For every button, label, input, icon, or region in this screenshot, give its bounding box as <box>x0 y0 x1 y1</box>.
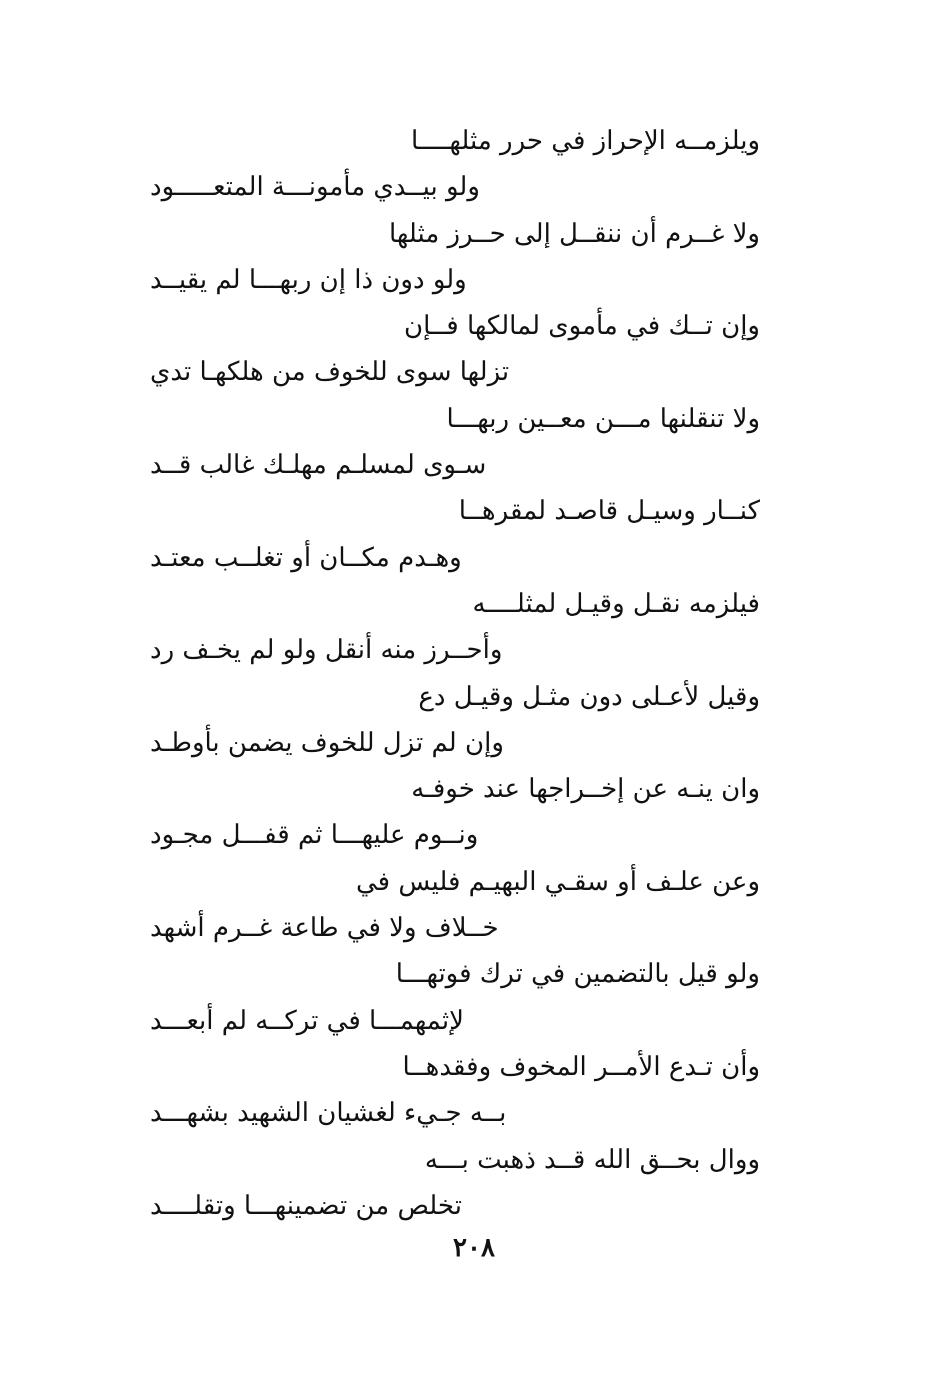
verse-second-half: ولو دون ذا إن ربهـــا لم يقيــد <box>150 264 467 295</box>
verse-first-half: وان ينـه عن إخــراجها عند خوفـه <box>411 774 760 805</box>
verse-second-half: بــه جـيء لغشيان الشهيد بشهـــد <box>150 1098 507 1129</box>
verse-second-half: تخلص من تضمينهـــا وتقلــــد <box>150 1190 462 1221</box>
verse-first-half: ويلزمــه الإحراز في حرر مثلهــــا <box>411 126 760 156</box>
verse-first-half: وقيل لأعـلى دون مثـل وقيـل دع <box>418 681 760 712</box>
verse-second-half: لإثمهمـــا في تركــه لم أبعـــد <box>150 1005 464 1036</box>
verse-second-half: ولو بيــدي مأمونـــة المتعـــــود <box>150 172 480 203</box>
verse-first-half: ولا غــرم أن ننقــل إلى حــرز مثلها <box>388 218 760 249</box>
verse-first-half: وأن تـدع الأمــر المخوف وفقدهــا <box>402 1051 760 1082</box>
verse-first-half: فيلزمه نقـل وقيـل لمثلــــه <box>472 588 760 619</box>
verse-first-half: ولا تنقلنها مـــن معــين ربهـــا <box>446 403 760 434</box>
verse-first-half: ووال بحــق الله قــد ذهبت بـــه <box>424 1144 760 1175</box>
verse-second-half: سـوى لمسلـم مهلـك غالب قــد <box>150 450 487 481</box>
verse-second-half: تزلها سوى للخوف من هلكهـا تدي <box>150 357 510 388</box>
verse-first-half: وعن علـف أو سقـي البهيـم فليس في <box>356 866 760 897</box>
verse-second-half: ونــوم عليهـــا ثم قفـــل مجـود <box>150 820 479 851</box>
verse-first-half: وإن تــك في مأموى لمالكها فــإن <box>404 311 760 342</box>
page-number: ٢٠٨ <box>453 1233 495 1263</box>
verse-first-half: ولو قيل بالتضمين في ترك فوتهـــا <box>395 959 760 990</box>
verse-first-half: كنــار وسيـل قاصـد لمقرهــا <box>458 496 760 527</box>
verse-second-half: وأحــرز منه أنقل ولو لم يخـف رد <box>150 635 503 666</box>
verse-second-half: خــلاف ولا في طاعة غــرم أشهد <box>150 913 499 944</box>
verse-second-half: وهـدم مكــان أو تغلــب معتـد <box>150 542 462 573</box>
verse-second-half: وإن لم تزل للخوف يضمن بأوطـد <box>150 727 504 758</box>
poem-text <box>150 118 760 1229</box>
